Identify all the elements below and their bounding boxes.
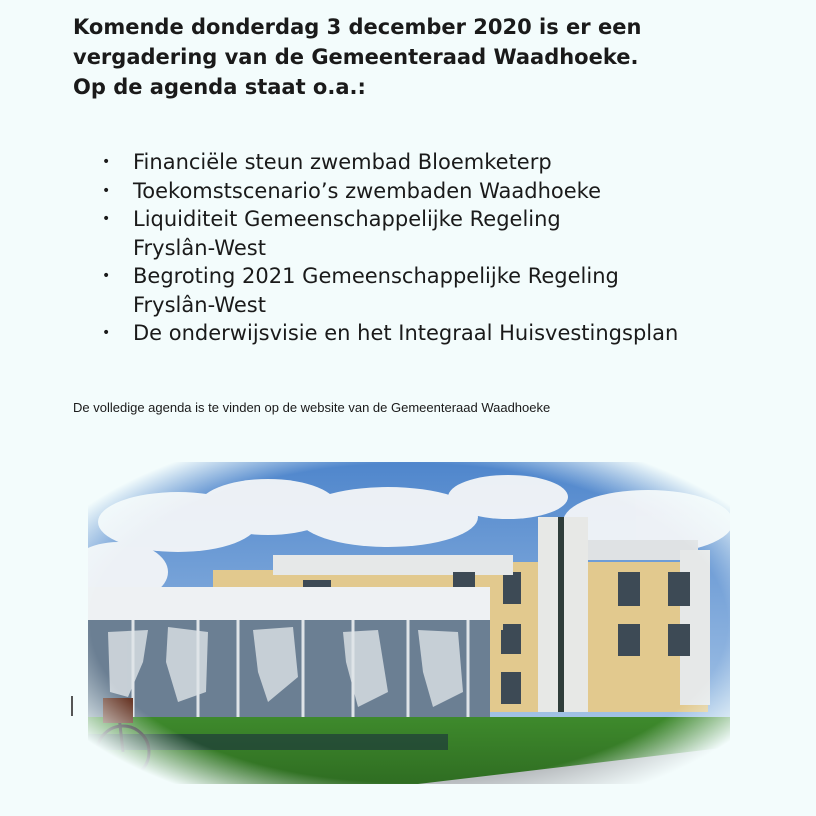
agenda-item-text: Begroting 2021 Gemeenschappelijke Regeling: [133, 264, 619, 288]
agenda-item-text: Toekomstscenario’s zwembaden Waadhoeke: [133, 178, 602, 203]
list-item: [102, 148, 782, 177]
agenda-item-text: Liquiditeit Gemeenschappelijke Regeling: [133, 207, 561, 231]
footnote-text: De volledige agenda is te vinden op de website van de Gemeenteraad Waadhoeke: [73, 400, 551, 415]
bullet-icon: •: [102, 154, 111, 170]
agenda-item-text: De onderwijsvisie en het Integraal Huisvestingsplan: [133, 321, 679, 345]
agenda-item-text: Financiële steun zwembad Bloemketerp: [133, 150, 552, 174]
bullet-icon: •: [102, 211, 111, 227]
agenda-item-text-continued: Fryslân-West: [133, 292, 266, 317]
text-cursor: [71, 696, 73, 716]
list-item: [102, 177, 782, 206]
agenda-item-text-continued: Fryslân-West: [133, 235, 266, 260]
list-item: [102, 262, 782, 319]
heading-line-1: Komende donderdag 3 december 2020 is er een: [73, 15, 642, 39]
town-hall-building-photo: [88, 462, 730, 784]
list-item: [102, 319, 782, 348]
bullet-icon: •: [102, 325, 111, 341]
bullet-icon: •: [102, 182, 111, 199]
heading-line-3: Op de agenda staat o.a.:: [73, 75, 366, 99]
agenda-list: [102, 148, 782, 348]
list-item: [102, 205, 782, 262]
bullet-icon: •: [102, 268, 111, 284]
heading-line-2: vergadering van de Gemeenteraad Waadhoeke.: [73, 45, 639, 69]
heading: [73, 12, 793, 102]
